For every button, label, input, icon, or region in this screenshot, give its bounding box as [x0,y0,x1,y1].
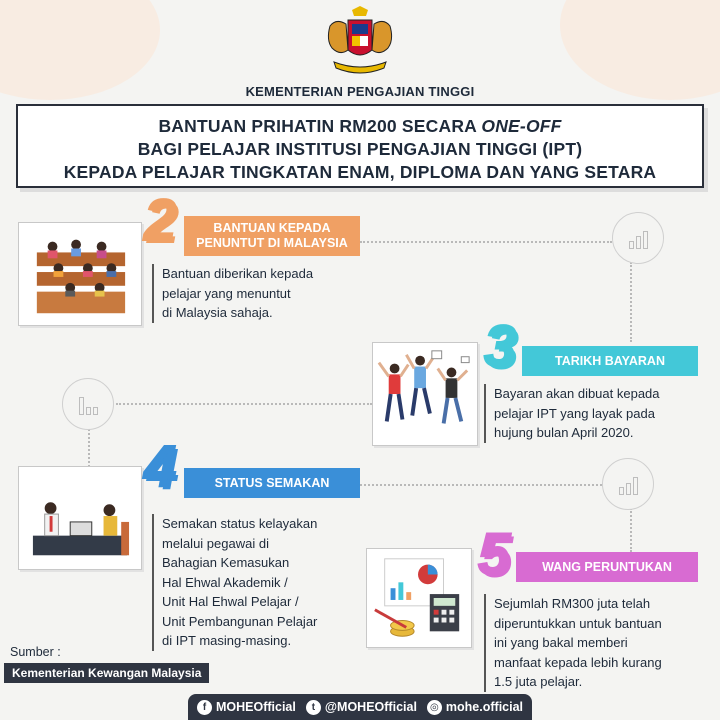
item-3-illustration-card [372,342,478,446]
desc-line: pelajar IPT yang layak pada [494,405,655,421]
instagram-icon: ◎ [427,700,442,715]
twitter-handle[interactable] [306,700,417,715]
title-line-3: KEPADA PELAJAR TINGKATAN ENAM, DIPLOMA DAN YANG SETARA [63,162,657,182]
instagram-handle[interactable] [427,700,523,715]
lecture-hall-icon [19,223,141,325]
desc-line: 1.5 juta pelajar. [494,674,583,689]
item-4-illustration-card [18,466,142,570]
connector-line [88,425,90,467]
source-label: Sumber : [10,645,61,659]
item-3-title-band [522,346,698,376]
desc-line: manfaat kepada lebih kurang [494,654,662,670]
chart-ring-icon [612,212,664,264]
title-line-1-italic: ONE-OFF [481,116,562,136]
desc-line: Bahagian Kemasukan [162,555,290,570]
item-2-title-line-2: PENUNTUT DI MALAYSIA [196,236,348,250]
desc-line: Unit Hal Ehwal Pelajar / [162,594,299,609]
desc-line: Hal Ehwal Akademik / [162,574,288,590]
desc-line: Bayaran akan dibuat kepada [494,386,660,401]
facebook-handle-text: MOHEOfficial [215,700,296,714]
chart-ring-icon [62,378,114,430]
title-line-1-text: BANTUAN PRIHATIN RM200 SECARA [158,116,482,136]
desc-line: Unit Pembangunan Pelajar [162,613,318,629]
item-2-number: 2 [144,188,177,253]
finance-calculator-icon [367,549,471,647]
item-4-number: 4 [144,434,177,499]
desc-line: diperuntukkan untuk bantuan [494,615,662,631]
desc-line: ini yang bakal memberi [494,635,628,650]
connector-line [630,508,632,552]
item-5-title-band [516,552,698,582]
connector-line [360,241,612,243]
facebook-handle[interactable] [197,700,296,715]
item-3-title-line-1: TARIKH BAYARAN [555,353,665,368]
ministry-name: KEMENTERIAN PENGAJIAN TINGGI [245,84,475,99]
connector-line [360,484,602,486]
jumping-students-icon [373,343,477,445]
item-4-title-band [184,468,360,498]
social-footer [188,694,532,720]
title-line-1 [18,115,702,138]
desc-line: melalui pegawai di [162,535,269,551]
source-value: Kementerian Kewangan Malaysia [4,663,209,683]
item-2-illustration-card [18,222,142,326]
consultation-desk-icon [19,467,141,569]
desc-line: pelajar yang menuntut [162,285,291,301]
item-4-title-line-1: STATUS SEMAKAN [214,475,330,490]
desc-line: di IPT masing-masing. [162,633,292,648]
facebook-icon: f [197,700,212,715]
desc-line: Semakan status kelayakan [162,516,318,531]
item-5-description [484,594,716,692]
coat-of-arms-logo [322,6,398,80]
connector-line [116,403,372,405]
item-5-number: 5 [478,522,511,587]
item-5-title-line-1: WANG PERUNTUKAN [542,559,672,574]
item-3-number: 3 [484,314,517,379]
twitter-icon: t [306,700,321,715]
desc-line: di Malaysia sahaja. [162,305,273,320]
item-2-title-band [184,216,360,256]
item-5-illustration-card [366,548,472,648]
item-2-title-line-1: BANTUAN KEPADA [213,221,331,235]
connector-line [630,262,632,342]
main-title [16,104,704,188]
item-3-description [484,384,712,443]
desc-line: hujung bulan April 2020. [494,425,634,440]
instagram-handle-text: mohe.official [445,700,524,714]
desc-line: Bantuan diberikan kepada [162,266,314,281]
desc-line: Sejumlah RM300 juta telah [494,596,651,611]
item-4-description [152,514,382,651]
twitter-handle-text: @MOHEOfficial [324,700,417,714]
title-line-2: BAGI PELAJAR INSTITUSI PENGAJIAN TINGGI (IPT) [137,139,583,159]
item-2-description [152,264,382,323]
chart-ring-icon [602,458,654,510]
